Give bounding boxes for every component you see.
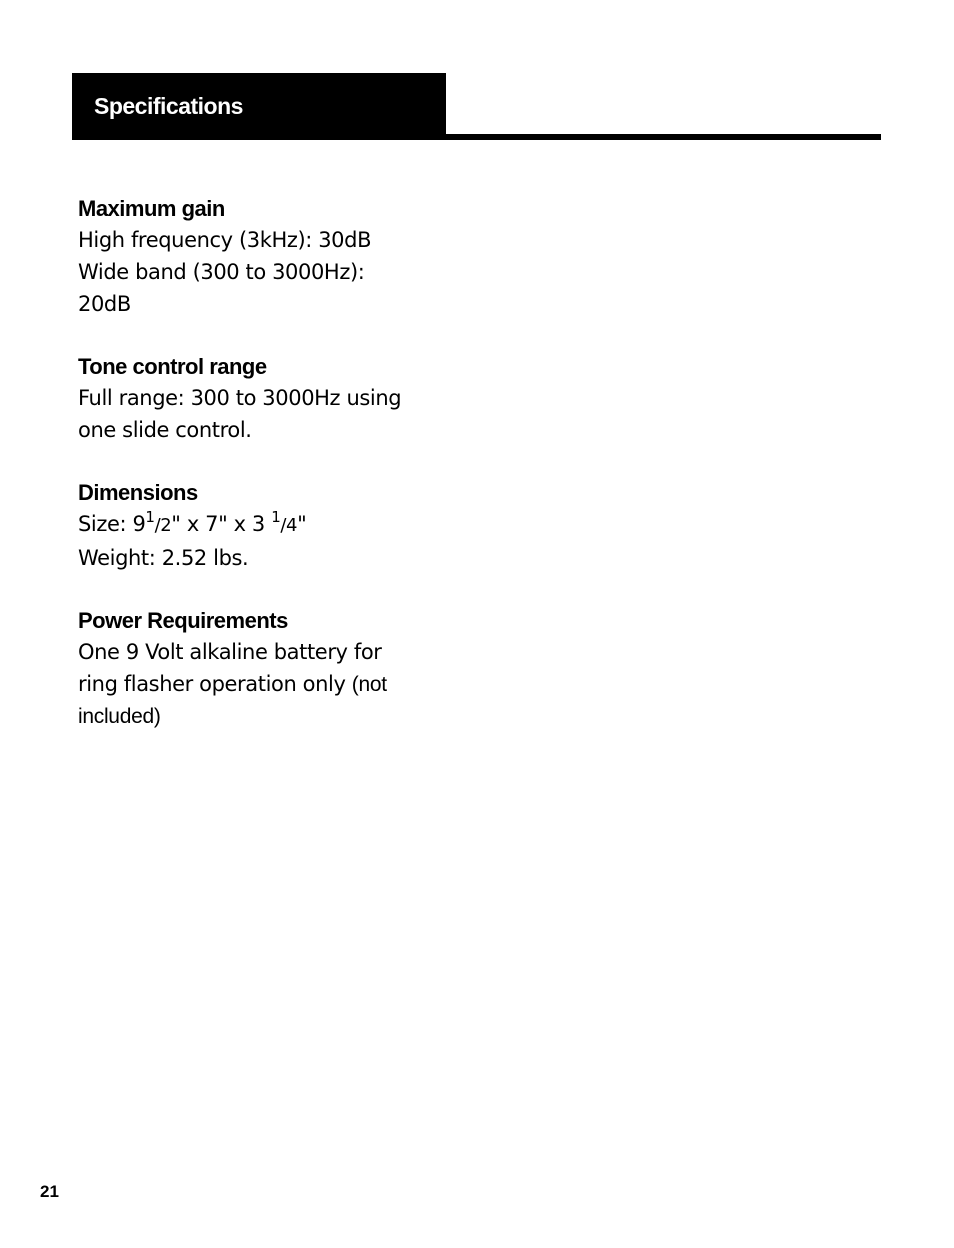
spec-section-dimensions	[78, 478, 458, 574]
section-header-tab	[72, 73, 446, 140]
spec-line: Full range: 300 to 3000Hz using	[78, 386, 402, 410]
spec-line: One 9 Volt alkaline battery for	[78, 640, 382, 664]
section-heading: Dimensions	[78, 480, 198, 505]
spec-line: Weight: 2.52 lbs.	[78, 546, 249, 570]
size-prefix: Size: 9	[78, 512, 146, 536]
note-line: included)	[78, 705, 161, 728]
spec-section-tone-control-range	[78, 352, 458, 446]
fraction-numerator: 1	[145, 508, 155, 526]
spec-text: ring flasher operation only	[78, 672, 346, 696]
fraction-denominator: /2	[154, 515, 172, 536]
page-title: Specifications	[94, 93, 243, 119]
header-rule	[446, 134, 881, 140]
spec-section-power-requirements	[78, 606, 458, 733]
fraction-denominator: /4	[280, 515, 298, 536]
spec-line: 20dB	[78, 292, 131, 316]
section-heading: Power Requirements	[78, 608, 288, 633]
note-text: (not	[351, 673, 387, 696]
page-number: 21	[40, 1182, 59, 1201]
spec-line: Wide band (300 to 3000Hz):	[78, 260, 365, 284]
section-heading: Maximum gain	[78, 196, 225, 221]
specifications-content	[78, 194, 458, 765]
size-middle: " x 7" x 3	[171, 512, 265, 536]
spec-line-with-note	[78, 668, 458, 701]
spec-line: one slide control.	[78, 418, 252, 442]
spec-section-maximum-gain	[78, 194, 458, 320]
size-line	[78, 508, 458, 542]
section-heading: Tone control range	[78, 354, 267, 379]
fraction-numerator: 1	[271, 508, 281, 526]
spec-line: High frequency (3kHz): 30dB	[78, 228, 372, 252]
size-suffix: "	[297, 512, 307, 536]
